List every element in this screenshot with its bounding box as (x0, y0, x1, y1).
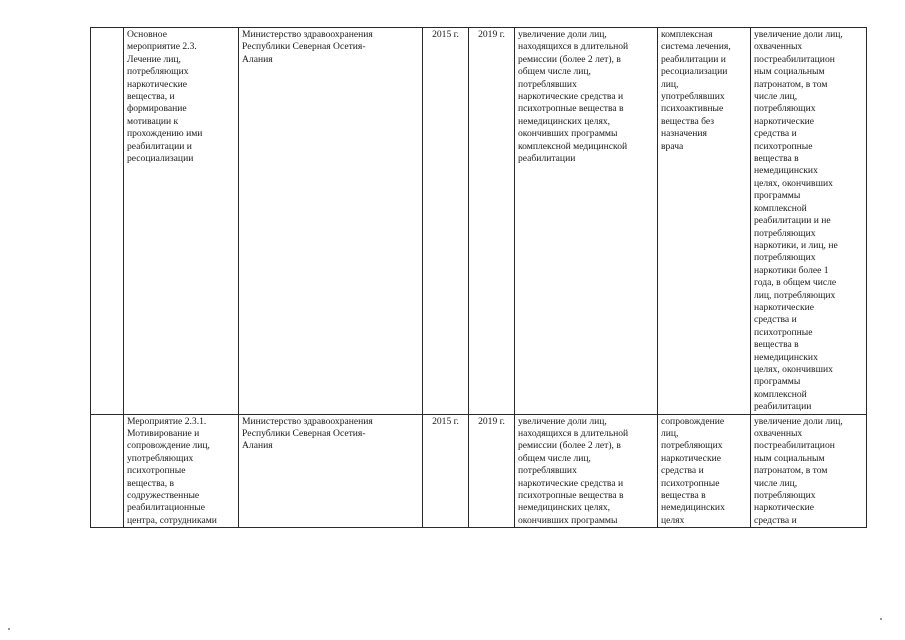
indicator-cell: увеличение доли лиц, охваченных постреабилитацион ным социальным патронатом, в том числе лиц, потребляющих наркотические средства и (751, 414, 867, 528)
table-row (91, 414, 867, 528)
row-number-cell (91, 414, 124, 528)
activity-name-cell: Мероприятие 2.3.1. Мотивирование и сопровождение лиц, употребляющих психотропные вещества, в содружественные реабилитационные центра, сотрудниками (124, 414, 239, 528)
expected-result-cell: увеличение доли лиц, находящихся в длительной ремиссии (более 2 лет), в общем числе лиц, потреблявших наркотические средства и психотропные вещества в немедицинских целях, окончивших программы комплексной медицинской реабилитации (515, 28, 658, 415)
consequences-cell: сопровождение лиц, потребляющих наркотические средства и психотропные вещества в немедицинских целях (658, 414, 751, 528)
activity-name-cell: Основное мероприятие 2.3. Лечение лиц, потребляющих наркотические вещества, и формирование мотивации к прохождению ими реабилитации и ресоциализации (124, 28, 239, 415)
expected-result-cell: увеличение доли лиц, находящихся в длительной ремиссии (более 2 лет), в общем числе лиц, потреблявших наркотические средства и психотропные вещества в немедицинских целях, окончивших программы (515, 414, 658, 528)
scan-speck (880, 618, 882, 620)
end-year-cell: 2019 г. (469, 414, 515, 528)
row-number-cell (91, 28, 124, 415)
executor-cell: Министерство здравоохранения Республики Северная Осетия- Алания (239, 28, 423, 415)
scan-speck (8, 628, 10, 630)
start-year-cell: 2015 г. (423, 28, 469, 415)
start-year-cell: 2015 г. (423, 414, 469, 528)
program-activities-table (90, 27, 867, 528)
executor-cell: Министерство здравоохранения Республики Северная Осетия- Алания (239, 414, 423, 528)
consequences-cell: комплексная система лечения, реабилитации и ресоциализации лиц, употреблявших психоактивные вещества без назначения врача (658, 28, 751, 415)
end-year-cell: 2019 г. (469, 28, 515, 415)
table-row (91, 28, 867, 415)
indicator-cell: увеличение доли лиц, охваченных постреабилитацион ным социальным патронатом, в том числе лиц, потребляющих наркотические средства и психотропные вещества в немедицинских целях, окончивших программы комплексной реабилитации и не потребляющих наркотики, и лиц, не потребляющих наркотики более 1 года, в общем числе лиц, потребляющих наркотические средства и психотропные вещества в немедицинских целях, окончивших программы комплексной реабилитации (751, 28, 867, 415)
